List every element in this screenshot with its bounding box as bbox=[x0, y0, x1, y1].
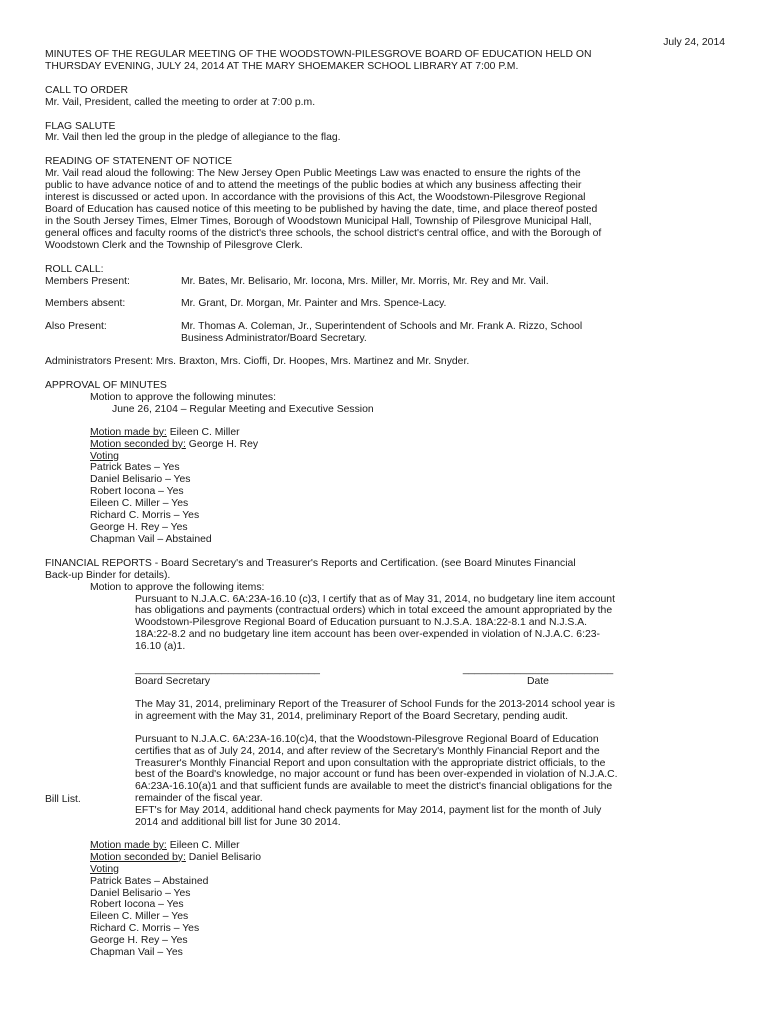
section-title: READING OF STATENENT OF NOTICE bbox=[45, 156, 233, 168]
also-present-label: Also Present: bbox=[45, 321, 107, 333]
notice-line: public to have advance notice of and to attend the meetings of the public bodies at which any business affecting their bbox=[45, 180, 582, 192]
motion-text: Motion to approve the following items: bbox=[90, 581, 265, 593]
signature-labels bbox=[45, 676, 725, 688]
members-absent-label: Members absent: bbox=[45, 298, 126, 310]
members-present-row bbox=[45, 276, 725, 288]
certification-line: Woodstown-Pilesgrove Regional Board of Education pursuant to N.J.S.A. 18A:22-8.1 and N.J.S.A. bbox=[135, 617, 588, 629]
section-title: CALL TO ORDER bbox=[45, 84, 128, 96]
date-label: Date bbox=[527, 675, 549, 687]
certification-line: Pursuant to N.J.A.C. 6A:23A-16.10(c)4, that the Woodstown-Pilesgrove Regional Board of Education bbox=[135, 733, 599, 745]
section-title: APPROVAL OF MINUTES bbox=[45, 380, 167, 392]
motion-made-by-name: Eileen C. Miller bbox=[166, 426, 240, 438]
treasurer-line: The May 31, 2014, preliminary Report of the Treasurer of School Funds for the 2013-2014 school year is bbox=[135, 698, 615, 710]
vote-entry: Richard C. Morris – Yes bbox=[90, 510, 200, 522]
motion-made-by bbox=[45, 840, 725, 852]
members-absent-value: Mr. Grant, Dr. Morgan, Mr. Painter and Mrs. Spence-Lacy. bbox=[181, 298, 447, 310]
notice-line: general offices and faculty rooms of the district's three schools, the school district's central office, and with the Borough of bbox=[45, 227, 602, 239]
bill-list-text bbox=[45, 805, 725, 829]
certification-line: Pursuant to N.J.A.C. 6A:23A-16.10 (c)3, I certify that as of May 31, 2014, no budgetary line item account bbox=[135, 593, 615, 605]
members-present-label: Members Present: bbox=[45, 275, 130, 287]
vote-entry: Daniel Belisario – Yes bbox=[90, 474, 191, 486]
vote-entry: Richard C. Morris – Yes bbox=[90, 923, 200, 935]
motion-made-by-label: Motion made by: bbox=[90, 839, 167, 851]
also-present-line: Mr. Thomas A. Coleman, Jr., Superintendent of Schools and Mr. Frank A. Rizzo, School bbox=[181, 321, 583, 333]
section-title-line: Back-up Binder for details). bbox=[45, 569, 171, 581]
certification-line: Treasurer's Monthly Financial Report and upon consultation with the appropriate district officials, to the bbox=[135, 757, 606, 769]
financial-reports-section bbox=[45, 558, 725, 959]
motion-seconded-by-label: Motion seconded by: bbox=[90, 438, 186, 450]
section-text: Mr. Vail, President, called the meeting to order at 7:00 p.m. bbox=[45, 96, 316, 108]
motion-made-by-name: Eileen C. Miller bbox=[166, 839, 240, 851]
vote-entry: George H. Rey – Yes bbox=[90, 522, 188, 533]
administrators-present: Administrators Present: Mrs. Braxton, Mrs. Cioffi, Dr. Hoopes, Mrs. Martinez and Mr. Snyder. bbox=[45, 356, 470, 368]
minutes-item: June 26, 2104 – Regular Meeting and Executive Session bbox=[112, 403, 374, 415]
motion-seconded-by-label: Motion seconded by: bbox=[90, 851, 186, 863]
call-to-order-section bbox=[45, 85, 725, 109]
section-text: Mr. Vail then led the group in the pledge of allegiance to the flag. bbox=[45, 132, 341, 144]
motion-seconded-by bbox=[45, 852, 725, 864]
certification-line: remainder of the fiscal year. bbox=[135, 793, 263, 805]
certification-1 bbox=[45, 594, 725, 654]
vote-entry: Patrick Bates – Abstained bbox=[90, 875, 209, 887]
vote-entry: Robert Iocona – Yes bbox=[90, 486, 184, 498]
vote-entry: Patrick Bates – Yes bbox=[90, 462, 180, 474]
members-present-value: Mr. Bates, Mr. Belisario, Mr. Iocona, Mrs. Miller, Mr. Morris, Mr. Rey and Mr. Vail. bbox=[181, 275, 549, 287]
voting-label: Voting bbox=[90, 863, 119, 875]
certification-line: has obligations and payments (contractual orders) which in total exceed the amount appropriated by the bbox=[135, 605, 613, 617]
section-title-line: FINANCIAL REPORTS - Board Secretary's and Treasurer's Reports and Certification. (see Board Minutes Financial bbox=[45, 557, 576, 569]
vote-entry: Eileen C. Miller – Yes bbox=[90, 498, 189, 510]
signature-lines bbox=[45, 664, 725, 676]
heading-line: THURSDAY EVENING, JULY 24, 2014 AT THE MARY SHOEMAKER SCHOOL LIBRARY AT 7:00 P.M. bbox=[45, 60, 519, 72]
vote-entry: Eileen C. Miller – Yes bbox=[90, 911, 189, 923]
certification-2 bbox=[45, 734, 725, 805]
certification-line: 16.10 (a)1. bbox=[135, 641, 186, 653]
vote-entry: George H. Rey – Yes bbox=[90, 935, 188, 947]
approval-of-minutes-section bbox=[45, 380, 725, 546]
certification-line: 6A:23A-16.10(a)1 and that sufficient funds are available to meet the district's financial obligations for the bbox=[135, 781, 613, 793]
also-present-row bbox=[45, 321, 725, 345]
also-present-value bbox=[181, 321, 725, 345]
notice-line: Woodstown Clerk and the Township of Pilesgrove Clerk. bbox=[45, 239, 303, 251]
board-secretary-label: Board Secretary bbox=[135, 675, 211, 687]
motion-seconded-by-name: George H. Rey bbox=[185, 438, 259, 450]
meeting-date: July 24, 2014 bbox=[663, 37, 725, 48]
date-signature-line: __________________________ bbox=[462, 664, 614, 676]
certification-line: 18A:22-8.2 and no budgetary line item account has been over-expended in violation of N.J.A.C. 6:23- bbox=[135, 629, 600, 641]
members-absent-row bbox=[45, 298, 725, 310]
voting-label: Voting bbox=[90, 450, 119, 462]
also-present-line: Business Administrator/Board Secretary. bbox=[181, 333, 367, 345]
roll-call-section bbox=[45, 264, 725, 368]
motion-seconded-by-name: Daniel Belisario bbox=[185, 851, 261, 863]
bill-list-line: 2014 and additional bill list for June 30 2014. bbox=[135, 817, 341, 829]
motion-made-by-label: Motion made by: bbox=[90, 426, 167, 438]
notice-line: Board of Education has caused notice of this meeting to be published by having the date, time, and place thereof posted bbox=[45, 203, 598, 215]
bill-list-line: EFT's for May 2014, additional hand check payments for May 2014, payment list for the month of July bbox=[135, 805, 602, 817]
notice-section bbox=[45, 156, 725, 251]
certification-line: certifies that as of July 24, 2014, and after review of the Secretary's Monthly Financial Report and the bbox=[135, 745, 600, 757]
treasurer-line: in agreement with the May 31, 2014, preliminary Report of the Board Secretary, pending audit. bbox=[135, 710, 568, 722]
vote-entry: Daniel Belisario – Yes bbox=[90, 887, 191, 899]
notice-line: in the South Jersey Times, Elmer Times, Borough of Woodstown Municipal Hall, Township of Pilesgrove Municipal Hall, bbox=[45, 215, 592, 227]
section-title: FLAG SALUTE bbox=[45, 120, 116, 132]
vote-entry: Chapman Vail – Yes bbox=[90, 947, 183, 959]
heading-line: MINUTES OF THE REGULAR MEETING OF THE WOODSTOWN-PILESGROVE BOARD OF EDUCATION HELD ON bbox=[45, 48, 592, 60]
vote-entry: Chapman Vail – Abstained bbox=[90, 533, 212, 545]
notice-line: interest is discussed or acted upon. In accordance with the provisions of this Act, the Woodstown-Pilesgrove Regional bbox=[45, 192, 586, 204]
treasurer-report bbox=[45, 699, 725, 723]
certification-line: best of the Board's knowledge, no major account or fund has been over-expended in violation of N.J.A.C. bbox=[135, 769, 618, 781]
section-title: ROLL CALL: bbox=[45, 263, 104, 275]
motion-made-by bbox=[45, 427, 725, 439]
bill-list-label: Bill List. bbox=[45, 794, 81, 806]
notice-line: Mr. Vail read aloud the following: The New Jersey Open Public Meetings Law was enacted to ensure the rights of the bbox=[45, 168, 581, 180]
minutes-page bbox=[45, 37, 725, 959]
motion-seconded-by bbox=[45, 439, 725, 451]
flag-salute-section bbox=[45, 121, 725, 145]
motion-text: Motion to approve the following minutes: bbox=[90, 391, 276, 403]
document-heading bbox=[45, 49, 725, 73]
vote-entry: Robert Iocona – Yes bbox=[90, 899, 184, 911]
board-secretary-signature-line: ________________________________ bbox=[135, 664, 320, 676]
